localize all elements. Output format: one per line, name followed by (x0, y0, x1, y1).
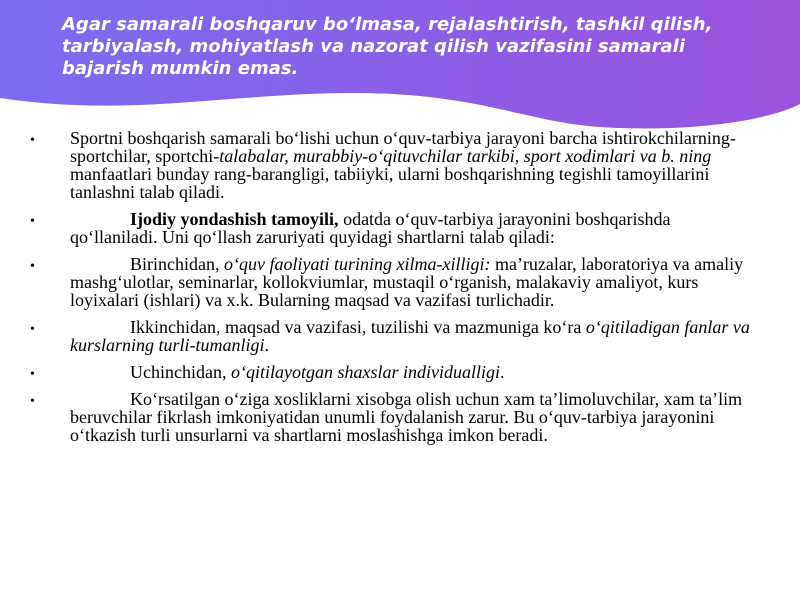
paragraph-italic-text: o‘qitiladigan fanlar va kurslarning turli-tumanligi (70, 317, 750, 355)
bullet-marker: • (30, 322, 35, 337)
paragraph-text: Uchinchidan, (130, 362, 231, 382)
list-item (30, 318, 750, 354)
list-item (30, 210, 750, 246)
paragraph-text: . (499, 362, 505, 382)
paragraph-italic-text: o‘qitilayotgan shaxslar individualligi (230, 362, 500, 382)
bullet-marker: • (30, 259, 35, 274)
bullet-marker: • (30, 133, 35, 148)
bullet-list (30, 129, 750, 453)
bullet-marker: • (30, 367, 35, 382)
list-item (30, 129, 750, 201)
paragraph-text: Sportni boshqarish samarali bo‘lishi uchun o‘quv-tarbiya jarayoni barcha ishtirokchilarning-sportchilar, sportchi- (70, 128, 736, 166)
paragraph-text: Birinchidan, (130, 254, 224, 274)
paragraph-italic-text: o‘quv faoliyati turining xilma-xilligi: (223, 254, 491, 274)
banner-title: Agar samarali boshqaruv bo‘lmasa, rejalashtirish, tashkil qilish, tarbiyalash, mohiyatlash va nazorat qilish vazifasini samarali bajarish mumkin emas. (62, 14, 713, 79)
paragraph-text: odatda o‘quv-tarbiya jarayonini boshqarishda qo‘llaniladi. Uni qo‘llash zaruriyati quyidagi shartlarni talab qiladi: (70, 209, 671, 247)
paragraph-text: Ikkinchidan, maqsad va vazifasi, tuzilishi va mazmuniga ko‘ra (130, 317, 586, 337)
paragraph-text: Ko‘rsatilgan o‘ziga xosliklarni xisobga olish uchun xam ta’limoluvchilar, xam ta’lim beruvchilar fikrlash imkoniyatidan unumli foydalanish zarur. Bu o‘quv-tarbiya jarayonini o‘tkazish turli unsurlarni va shartlarni moslashishga imkon beradi. (70, 389, 743, 445)
bullet-marker: • (30, 214, 35, 229)
paragraph-text: ma’ruzalar, laboratoriya va amaliy mashg‘ulotlar, seminarlar, kollokviumlar, mustaqil o‘rganish, malakaviy amaliyot, kurs loyixalari (ishlari) va x.k. Bularning maqsad va vazifasi turlichadir. (70, 254, 744, 310)
list-item (30, 363, 750, 381)
list-item (30, 255, 750, 309)
paragraph-text: . (264, 335, 270, 355)
bullet-marker: • (30, 394, 35, 409)
paragraph-italic-text: talabalar, murabbiy-o‘qituvchilar tarkibi, sport xodimlari va b. ning (219, 146, 712, 166)
principle-title: Ijodiy yondashish tamoyili, (130, 209, 339, 229)
list-item (30, 390, 750, 444)
paragraph-text: manfaatlari bunday rang-barangligi, tabiiyki, ularni boshqarishning tegishli tamoyillarini tanlashni talab qiladi. (70, 164, 710, 202)
header-banner (0, 0, 800, 135)
